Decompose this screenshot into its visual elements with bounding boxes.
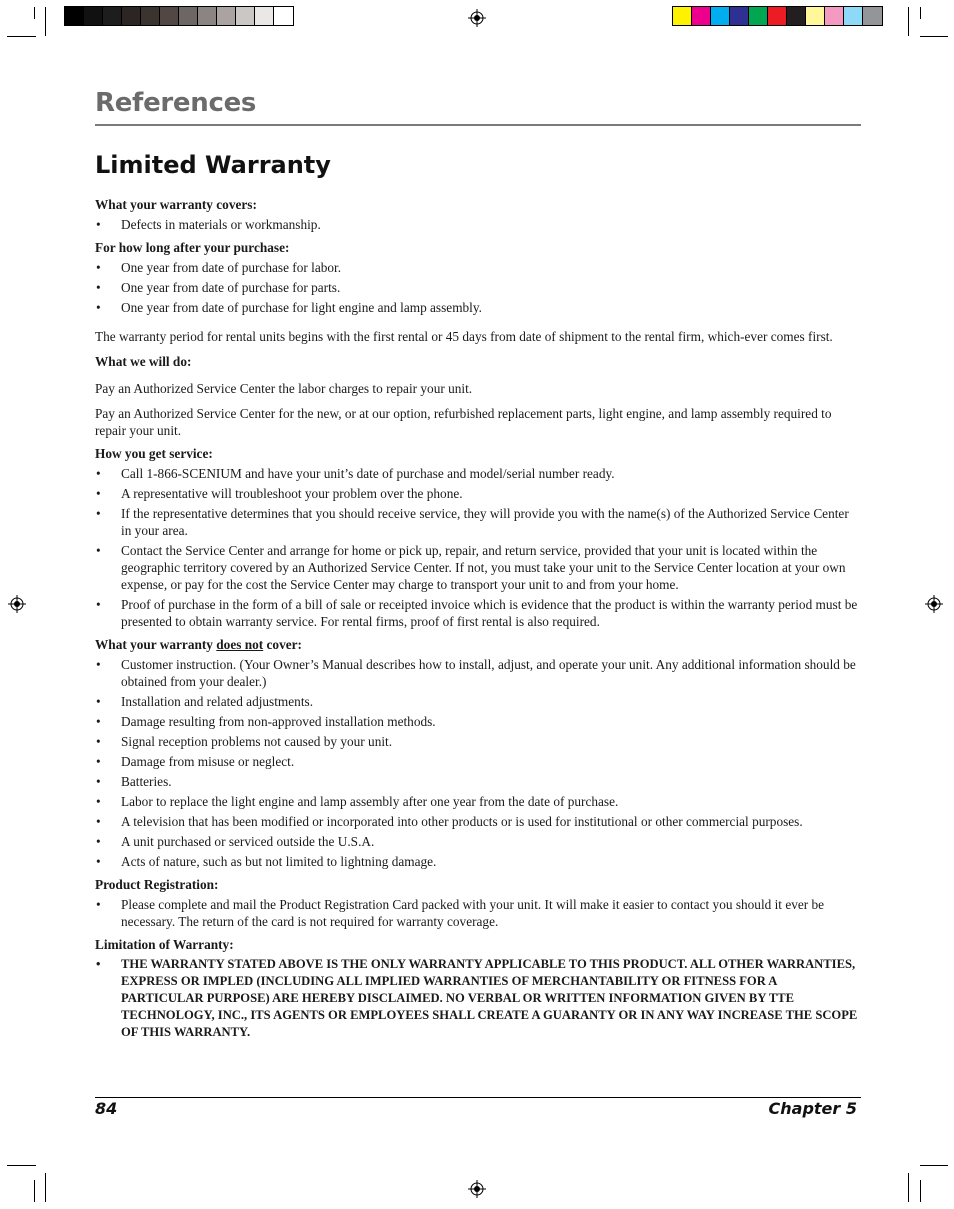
list-item bbox=[95, 813, 861, 830]
footer-divider bbox=[95, 1097, 861, 1098]
crop-mark bbox=[34, 7, 35, 19]
not-covered-heading-pre: What your warranty bbox=[95, 637, 217, 652]
bullet-icon: • bbox=[96, 754, 101, 769]
page-number: 84 bbox=[95, 1099, 118, 1118]
list-item-text: Batteries. bbox=[121, 774, 172, 789]
registration-target-icon bbox=[925, 595, 943, 613]
color-swatch bbox=[806, 7, 825, 25]
not-covered-heading bbox=[95, 636, 861, 653]
color-swatch bbox=[65, 7, 84, 25]
list-item-text: Contact the Service Center and arrange for home or pick up, repair, and return service, provided that your unit is located within the geographic territory covered by an Authorized Service Center. If not, you must take your unit to the Service Center location at your own expense, or pay for the cost the Service Center may charge to transport your unit to and from your home. bbox=[121, 543, 846, 592]
color-swatch bbox=[84, 7, 103, 25]
list-item-text: One year from date of purchase for labor. bbox=[121, 260, 342, 275]
crop-mark bbox=[908, 1173, 909, 1202]
color-swatch bbox=[825, 7, 844, 25]
color-swatch bbox=[274, 7, 293, 25]
list-item-text: Installation and related adjustments. bbox=[121, 694, 314, 709]
bullet-icon: • bbox=[96, 543, 101, 558]
bullet-icon: • bbox=[96, 734, 101, 749]
bullet-icon: • bbox=[96, 814, 101, 829]
bullet-icon: • bbox=[96, 774, 101, 789]
list-item bbox=[95, 833, 861, 850]
will-do-paragraph: Pay an Authorized Service Center for the new, or at our option, refurbished replacement parts, light engine, and lamp assembly required to repair your unit. bbox=[95, 406, 832, 438]
will-do-heading: What we will do: bbox=[95, 354, 192, 369]
chapter-label: Chapter 5 bbox=[768, 1099, 857, 1118]
bullet-icon: • bbox=[96, 486, 101, 501]
list-item-text: Acts of nature, such as but not limited to lightning damage. bbox=[121, 854, 437, 869]
color-swatch bbox=[730, 7, 749, 25]
covers-heading: What your warranty covers: bbox=[95, 197, 257, 212]
process-color-bar bbox=[672, 6, 883, 26]
list-item bbox=[95, 279, 861, 296]
list-item bbox=[95, 216, 861, 233]
list-item bbox=[95, 693, 861, 710]
covers-list bbox=[95, 216, 861, 233]
list-item-text: One year from date of purchase for light engine and lamp assembly. bbox=[121, 300, 482, 315]
color-swatch bbox=[160, 7, 179, 25]
section-divider bbox=[95, 124, 861, 126]
list-item-text: Defects in materials or workmanship. bbox=[121, 217, 321, 232]
list-item bbox=[95, 259, 861, 276]
crop-mark bbox=[920, 1180, 921, 1202]
list-item-text: Labor to replace the light engine and lamp assembly after one year from the date of purchase. bbox=[121, 794, 619, 809]
bullet-icon: • bbox=[96, 280, 101, 295]
crop-mark bbox=[908, 7, 909, 36]
service-list bbox=[95, 465, 861, 630]
bullet-icon: • bbox=[96, 854, 101, 869]
bullet-icon: • bbox=[96, 506, 101, 521]
bullet-icon: • bbox=[96, 300, 101, 315]
bullet-icon: • bbox=[96, 794, 101, 809]
bullet-icon: • bbox=[96, 694, 101, 709]
list-item bbox=[95, 793, 861, 810]
grayscale-color-bar bbox=[64, 6, 294, 26]
color-swatch bbox=[673, 7, 692, 25]
bullet-icon: • bbox=[96, 597, 101, 612]
list-item bbox=[95, 896, 861, 930]
list-item bbox=[95, 465, 861, 482]
color-swatch bbox=[749, 7, 768, 25]
list-item bbox=[95, 596, 861, 630]
service-heading: How you get service: bbox=[95, 446, 213, 461]
registration-heading: Product Registration: bbox=[95, 877, 219, 892]
list-item bbox=[95, 656, 861, 690]
crop-mark bbox=[34, 1180, 35, 1202]
crop-mark bbox=[920, 36, 948, 37]
list-item-text: Please complete and mail the Product Registration Card packed with your unit. It will make it easier to contact you should it ever be necessary. The return of the card is not required for warranty coverage. bbox=[121, 897, 825, 929]
color-swatch bbox=[103, 7, 122, 25]
list-item-text: Proof of purchase in the form of a bill of sale or receipted invoice which is evidence that the product is within the warranty period must be presented to obtain warranty service. For rental firms, proof of first rental is also required. bbox=[121, 597, 858, 629]
color-swatch bbox=[768, 7, 787, 25]
list-item bbox=[95, 505, 861, 539]
color-swatch bbox=[179, 7, 198, 25]
list-item bbox=[95, 956, 861, 1041]
warranty-body bbox=[95, 196, 861, 1047]
not-covered-list bbox=[95, 656, 861, 870]
color-swatch bbox=[122, 7, 141, 25]
bullet-icon: • bbox=[96, 260, 101, 275]
color-swatch bbox=[692, 7, 711, 25]
section-title: References bbox=[95, 88, 257, 118]
list-item-text: Signal reception problems not caused by your unit. bbox=[121, 734, 393, 749]
color-swatch bbox=[141, 7, 160, 25]
rental-note: The warranty period for rental units begins with the first rental or 45 days from date of shipment to the rental firm, which-ever comes first. bbox=[95, 329, 833, 344]
list-item bbox=[95, 542, 861, 593]
will-do-paragraph: Pay an Authorized Service Center the labor charges to repair your unit. bbox=[95, 381, 473, 396]
color-swatch bbox=[217, 7, 236, 25]
list-item-text: A representative will troubleshoot your problem over the phone. bbox=[121, 486, 463, 501]
list-item bbox=[95, 485, 861, 502]
crop-mark bbox=[7, 36, 36, 37]
list-item-text: Damage from misuse or neglect. bbox=[121, 754, 295, 769]
bullet-icon: • bbox=[96, 217, 101, 232]
crop-mark bbox=[920, 7, 921, 19]
duration-list bbox=[95, 259, 861, 316]
duration-heading: For how long after your purchase: bbox=[95, 240, 290, 255]
list-item bbox=[95, 753, 861, 770]
list-item-text: Call 1-866-SCENIUM and have your unit’s date of purchase and model/serial number ready. bbox=[121, 466, 615, 481]
list-item bbox=[95, 853, 861, 870]
crop-mark bbox=[45, 7, 46, 36]
bullet-icon: • bbox=[96, 714, 101, 729]
bullet-icon: • bbox=[96, 466, 101, 481]
limitation-list bbox=[95, 956, 861, 1041]
list-item-text: Damage resulting from non-approved installation methods. bbox=[121, 714, 436, 729]
color-swatch bbox=[787, 7, 806, 25]
list-item-text: One year from date of purchase for parts. bbox=[121, 280, 341, 295]
bullet-icon: • bbox=[96, 897, 101, 912]
color-swatch bbox=[711, 7, 730, 25]
registration-target-icon bbox=[468, 9, 486, 27]
color-swatch bbox=[236, 7, 255, 25]
crop-mark bbox=[7, 1165, 36, 1166]
bullet-icon: • bbox=[96, 957, 101, 971]
color-swatch bbox=[255, 7, 274, 25]
not-covered-heading-post: cover: bbox=[263, 637, 302, 652]
registration-list bbox=[95, 896, 861, 930]
list-item bbox=[95, 773, 861, 790]
bullet-icon: • bbox=[96, 657, 101, 672]
list-item bbox=[95, 733, 861, 750]
list-item bbox=[95, 299, 861, 316]
registration-target-icon bbox=[8, 595, 26, 613]
crop-mark bbox=[45, 1173, 46, 1202]
color-swatch bbox=[844, 7, 863, 25]
list-item-text: A television that has been modified or incorporated into other products or is used for institutional or other commercial purposes. bbox=[121, 814, 803, 829]
list-item-text: If the representative determines that you should receive service, they will provide you with the name(s) of the Authorized Service Center in your area. bbox=[121, 506, 849, 538]
bullet-icon: • bbox=[96, 834, 101, 849]
color-swatch bbox=[863, 7, 882, 25]
not-covered-heading-emphasis: does not bbox=[216, 637, 264, 652]
crop-mark bbox=[920, 1165, 948, 1166]
list-item-text: THE WARRANTY STATED ABOVE IS THE ONLY WARRANTY APPLICABLE TO THIS PRODUCT. ALL OTHER WARRANTIES, EXPRESS OR IMPLED (INCLUDING ALL IMPLIED WARRANTIES OF MERCHANTABILITY OR FITNESS FOR A PARTICULAR PURPOSE) ARE HEREBY DISCLAIMED. NO VERBAL OR WRITTEN INFORMATION GIVEN BY TTE TECHNOLOGY, INC., ITS AGENTS OR EMPLOYEES SHALL CREATE A GUARANTY OR IN ANY WAY INCREASE THE SCOPE OF THIS WARRANTY. bbox=[121, 957, 858, 1039]
list-item-text: Customer instruction. (Your Owner’s Manual describes how to install, adjust, and operate your unit. Any additional information should be obtained from your dealer.) bbox=[121, 657, 856, 689]
list-item bbox=[95, 713, 861, 730]
list-item-text: A unit purchased or serviced outside the U.S.A. bbox=[121, 834, 375, 849]
registration-target-icon bbox=[468, 1180, 486, 1198]
page-title: Limited Warranty bbox=[95, 151, 331, 179]
limitation-heading: Limitation of Warranty: bbox=[95, 937, 234, 952]
color-swatch bbox=[198, 7, 217, 25]
